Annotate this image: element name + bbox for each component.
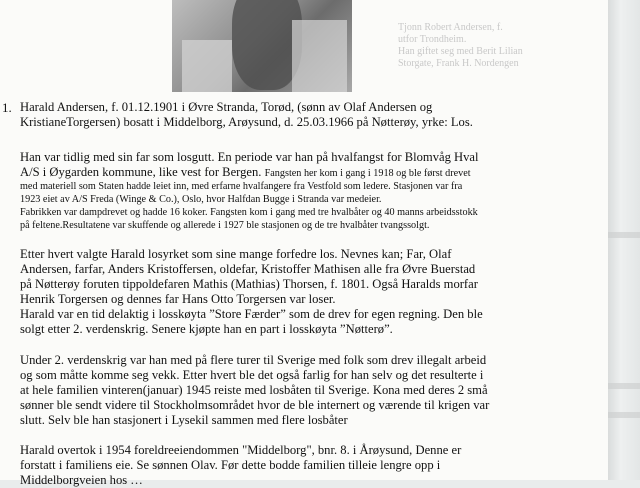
ghost-line: Han giftet seg med Berit Lilian <box>398 46 523 57</box>
text-line: 1923 eiet av A/S Freda (Winge & Co.), Oslo, hvor Halfdan Bugge i Stranda var medeier. <box>20 194 382 205</box>
text-line: KristianeTorgersen) bosatt i Middelborg, Arøysund, d. 25.03.1966 på Nøtterøy, yrke: Los. <box>20 115 473 129</box>
photograph <box>172 0 352 92</box>
text-line: slutt. Selv ble han stasjonert i Lysekil sammen med flere losbåter <box>20 413 348 427</box>
text-line: Fabrikken var dampdrevet og hadde 16 koker. Fangsten kom i gang med tre hvalbåter og 40 manns arbeidsstokk <box>20 207 478 218</box>
entry-number: 1. <box>2 100 12 115</box>
paragraph-whaling <box>20 150 605 232</box>
text-line: på Nøtterøy foruten tippoldefaren Mathis (Mathias) Thorsen, f. 1801. Også Haralds morfar <box>20 277 478 291</box>
bleed-through-text <box>398 22 603 70</box>
small-text: Fangsten her kom i gang i 1918 og ble først drevet <box>264 168 471 179</box>
text-line: Harald overtok i 1954 foreldreeiendommen "Middelborg", bnr. 8. i Årøysund, Denne er <box>20 443 462 457</box>
paragraph-ancestry <box>20 247 605 337</box>
ghost-line: Tjonn Robert Andersen, f. <box>398 22 503 33</box>
ghost-line: Storgate, Frank H. Nordengen <box>398 58 519 69</box>
text-line: solgt etter 2. verdenskrig. Senere kjøpte han en part i losskøyta ”Nøtterø”. <box>20 322 393 336</box>
text-line: at hele familien vinteren(januar) 1945 reiste med losbåten til Sverige. Kona med deres 2 små <box>20 383 488 397</box>
text-line: Harald var en tid delaktig i losskøyta ”Store Færder” som de drev for egen regning. Den ble <box>20 307 483 321</box>
text-line: Etter hvert valgte Harald losyrket som sine mange forfedre los. Nevnes kan; Far, Olaf <box>20 247 452 261</box>
edge-mark <box>608 383 640 389</box>
text-line: Harald Andersen, f. 01.12.1901 i Øvre Stranda, Torød, (sønn av Olaf Andersen og <box>20 100 433 114</box>
text-line: Under 2. verdenskrig var han med på flere turer til Sverige med folk som drev illegalt arbeid <box>20 353 487 367</box>
text-line: og som måtte komme seg vekk. Etter hvert ble det også farlig for han selv og det resulterte i <box>20 368 484 382</box>
text-line: Andersen, farfar, Anders Kristoffersen, oldefar, Kristoffer Mathisen alle fra Øvre Buerstad <box>20 262 476 276</box>
text-line: Henrik Torgersen og dennes far Hans Otto Torgersen var loser. <box>20 292 336 306</box>
ghost-line: utfor Trondheim. <box>398 34 467 45</box>
paragraph-property <box>20 443 605 488</box>
paragraph-war <box>20 353 605 428</box>
text-line-mixed: A/S i Øygarden kommune, like vest for Bergen. Fangsten her kom i gang i 1918 og ble først drevet <box>20 165 471 179</box>
text-line: forstatt i familiens eie. Se sønnen Olav. Før dette bodde familien tilleie lengre opp i <box>20 458 441 472</box>
paragraph-intro <box>20 100 605 130</box>
scanner-edge <box>608 0 640 480</box>
text-line: Han var tidlig med sin far som losgutt. En periode var han på hvalfangst for Blomvåg Hval <box>20 150 479 164</box>
text-line: Middelborgveien hos … <box>20 473 143 487</box>
edge-mark <box>608 412 640 418</box>
edge-mark <box>608 232 640 238</box>
text-line: sønner ble sendt videre til Stockholmsområdet hvor de ble internert og værende til krigen var <box>20 398 490 412</box>
text-line: med materiell som Staten hadde leiet inn, med erfarne hvalfangere fra Vestfold som ledere. Stasjonen var fra <box>20 181 463 192</box>
text-line: på feltene.Resultatene var skuffende og allerede i 1927 ble stasjonen og de tre hvalbåter tvangssolgt. <box>20 220 430 231</box>
